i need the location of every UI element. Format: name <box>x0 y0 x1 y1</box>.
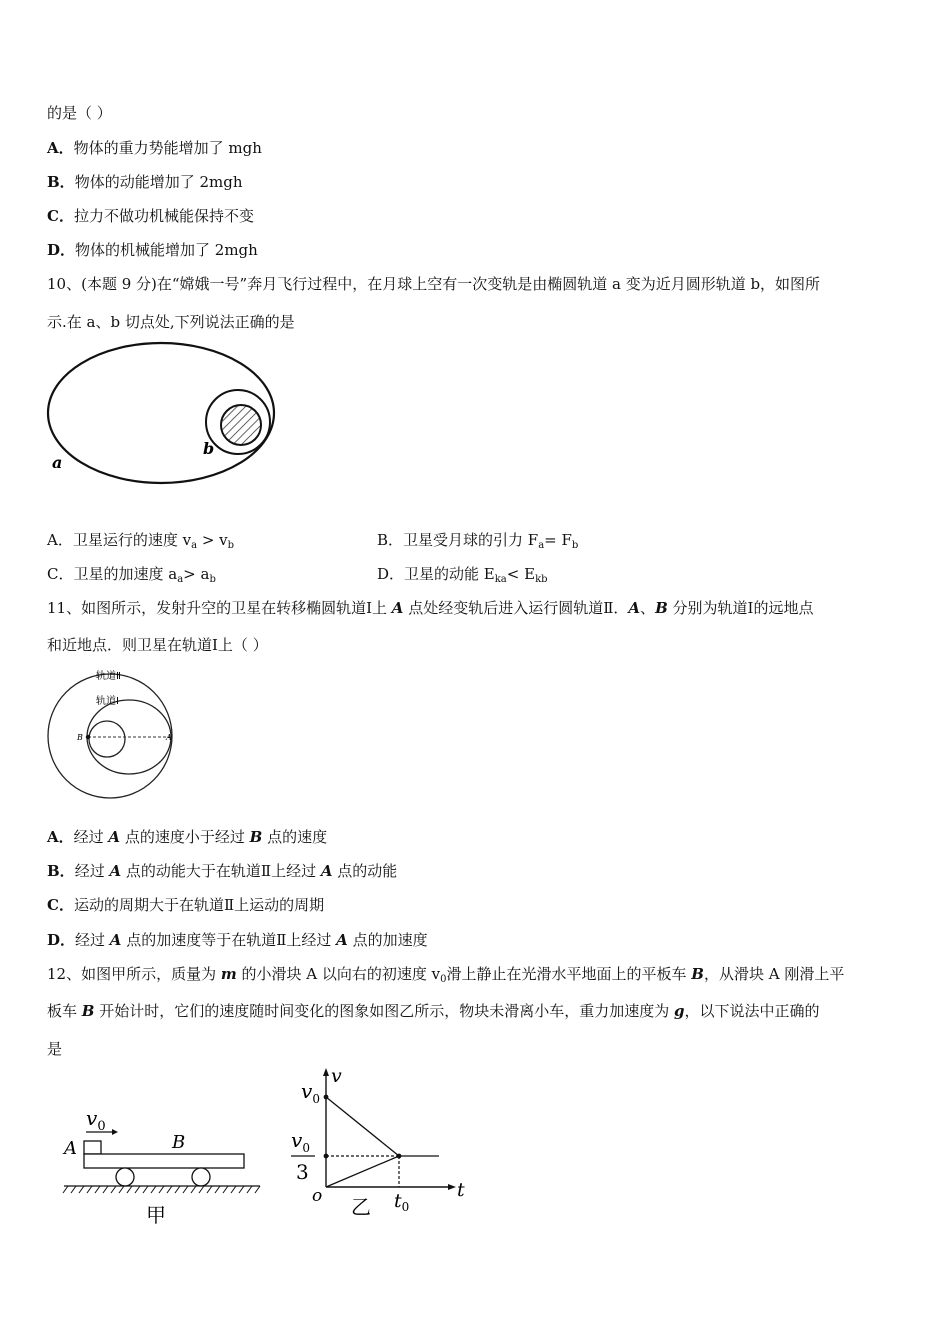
q11-orbit-figure <box>46 660 186 805</box>
label-b-cart: B <box>172 1132 186 1153</box>
label-v0: $v_0$ <box>86 1106 106 1134</box>
q10-option-d: D．卫星的动能 $E_{ka}< E_{kb}$ <box>377 565 548 585</box>
option-text: 拉力不做功机械能保持不变 <box>73 207 254 225</box>
cart-b <box>84 1154 244 1168</box>
q10-stem-line1: 10、(本题 9 分)在“嫦娥一号”奔月飞行过程中，在月球上空有一次变轨是由椭圆轨道 a 变为近月圆形轨道 b，如图所 <box>47 275 821 293</box>
q11-option-d: D．经过 A 点的加速度等于在轨道Ⅱ上经过 A 点的加速度 <box>47 931 428 949</box>
point-b-dot <box>86 735 90 739</box>
ground-hatch <box>63 1186 260 1193</box>
q11-option-b: B．经过 A 点的动能大于在轨道Ⅱ上经过 A 点的动能 <box>47 862 398 880</box>
label-orbit-2: 轨道Ⅱ <box>96 671 121 682</box>
earth <box>89 721 125 757</box>
origin-label: o <box>312 1186 323 1206</box>
q9-option-c <box>47 205 254 226</box>
q10-option-c: C．卫星的加速度 $a_a> a_b$ <box>47 565 216 585</box>
orbit-2-circle <box>48 674 172 798</box>
q9-option-a <box>47 137 262 158</box>
q9-stem-tail: 的是（ ） <box>47 104 112 122</box>
q10-stem-line2: 示.在 a、b 切点处,下列说法正确的是 <box>47 313 295 331</box>
q12-stem-line2: 板车 B 开始计时，它们的速度随时间变化的图象如图乙所示，物块未滑离小车，重力加速度为 g，以下说法中正确的 <box>47 1002 820 1020</box>
axis-label-t: t <box>457 1179 465 1201</box>
velocity-arrowhead <box>112 1129 118 1135</box>
q11-option-c: C．运动的周期大于在轨道Ⅱ上运动的周期 <box>47 896 325 914</box>
q11-stem-line2: 和近地点．则卫星在轨道Ⅰ上（ ） <box>47 636 268 654</box>
label-a-block: A <box>64 1138 77 1159</box>
q9-option-b <box>47 171 243 192</box>
label-a: A <box>166 733 172 742</box>
caption-jia: 甲 <box>146 1203 166 1227</box>
q10-option-a: A．卫星运行的速度 $v_a > v_b$ <box>47 531 235 551</box>
option-text: 物体的动能增加了 2mgh <box>74 173 243 191</box>
q12-figure-yi <box>285 1062 475 1222</box>
q10-orbit-figure <box>40 340 290 500</box>
label-orbit-1: 轨道Ⅰ <box>96 696 119 707</box>
option-letter: A． <box>47 139 74 157</box>
t-axis-arrowhead <box>448 1184 456 1190</box>
line-b-accel <box>326 1156 399 1187</box>
q9-option-d <box>47 239 258 260</box>
option-letter: C． <box>47 207 74 225</box>
option-letter: B． <box>47 173 75 191</box>
wheel-left <box>116 1168 134 1186</box>
v-axis-arrowhead <box>323 1068 329 1076</box>
axis-label-v: v <box>331 1065 342 1087</box>
line-a-decel <box>326 1097 399 1156</box>
label-t0: $t_0$ <box>394 1190 410 1214</box>
option-text: 物体的机械能增加了 2mgh <box>75 241 258 259</box>
caption-yi: 乙 <box>351 1195 371 1219</box>
label-b: B <box>77 733 83 742</box>
frac-denominator: 3 <box>296 1160 309 1184</box>
label-a: a <box>52 453 63 472</box>
option-text: 物体的重力势能增加了 mgh <box>73 139 262 157</box>
moon <box>221 405 261 445</box>
q12-figure-jia <box>60 1100 270 1230</box>
q12-stem-line1: 12、如图甲所示，质量为 m 的小滑块 A 以向右的初速度 $v_0$滑上静止在光滑水平地面上的平板车 B，从滑块 A 刚滑上平 <box>47 965 845 985</box>
option-letter: D． <box>47 241 76 259</box>
label-v0: $v_0$ <box>301 1079 320 1106</box>
wheel-right <box>192 1168 210 1186</box>
q11-option-a: A．经过 A 点的速度小于经过 B 点的速度 <box>47 828 328 846</box>
label-b: b <box>203 439 215 458</box>
block-a <box>84 1141 101 1154</box>
q12-stem-line3: 是 <box>47 1040 63 1058</box>
q10-option-b: B．卫星受月球的引力 $F_a= F_b$ <box>377 531 579 551</box>
q11-stem-line1: 11、如图所示，发射升空的卫星在转移椭圆轨道Ⅰ上 A 点处经变轨后进入运行圆轨道Ⅱ．A、B 分别为轨道Ⅰ的远地点 <box>47 599 814 617</box>
frac-numerator: $v_0$ <box>291 1128 310 1155</box>
